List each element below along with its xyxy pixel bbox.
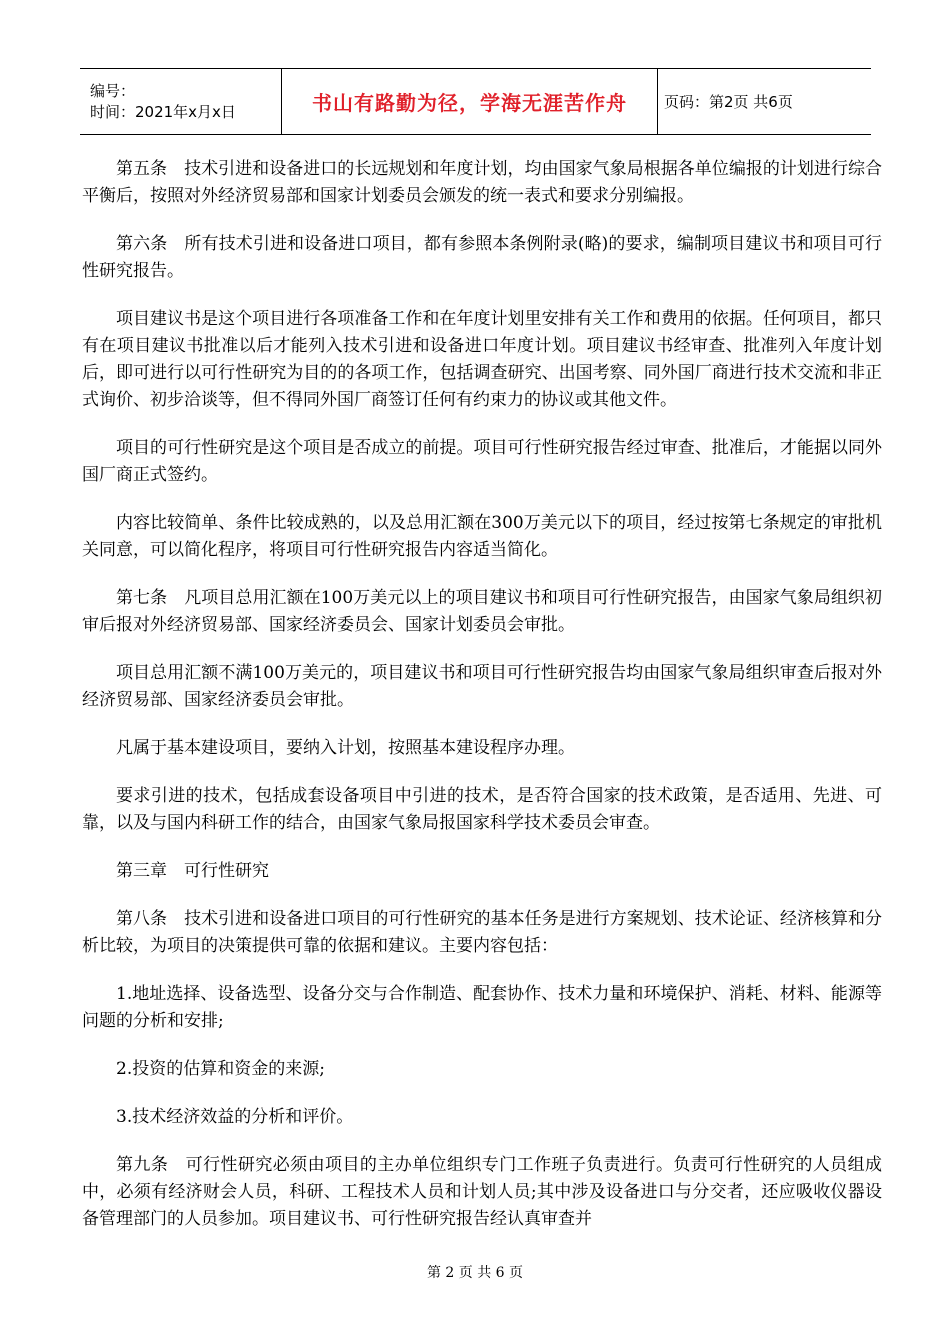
header-page-number: 页码：第2页 共6页: [664, 93, 793, 111]
paragraph: 第九条 可行性研究必须由项目的主办单位组织专门工作班子负责进行。负责可行性研究的人员组成中，必须有经济财会人员，科研、工程技术人员和计划人员;其中涉及设备进口与分交者，还应吸收仪器设备管理部门的人员参加。项目建议书、可行性研究报告经认真审查并: [82, 1155, 882, 1229]
paragraph: 项目的可行性研究是这个项目是否成立的前提。项目可行性研究报告经过审查、批准后，才能据以同外国厂商正式签约。: [82, 438, 882, 485]
list-item: 2.投资的估算和资金的来源;: [116, 1059, 325, 1079]
paragraph: 项目总用汇额不满100万美元的，项目建议书和项目可行性研究报告均由国家气象局组织审查后报对外经济贸易部、国家经济委员会审批。: [82, 663, 882, 710]
paragraph: 第八条 技术引进和设备进口项目的可行性研究的基本任务是进行方案规划、技术论证、经济核算和分析比较，为项目的决策提供可靠的依据和建议。主要内容包括：: [82, 909, 882, 956]
chapter-heading: 第三章 可行性研究: [116, 861, 269, 881]
paragraph: 要求引进的技术，包括成套设备项目中引进的技术，是否符合国家的技术政策，是否适用、先进、可靠，以及与国内科研工作的结合，由国家气象局报国家科学技术委员会审查。: [82, 786, 882, 833]
paragraph: 第六条 所有技术引进和设备进口项目，都有参照本条例附录(略)的要求，编制项目建议书和项目可行性研究报告。: [82, 234, 882, 281]
document-body: [82, 156, 882, 1254]
paragraph: 第七条 凡项目总用汇额在100万美元以上的项目建议书和项目可行性研究报告，由国家气象局组织初审后报对外经济贸易部、国家经济委员会、国家计划委员会审批。: [82, 588, 882, 635]
document-number-label: 编号：: [90, 81, 136, 100]
header-motto-cell: [282, 69, 658, 134]
list-item: 1.地址选择、设备选型、设备分交与合作制造、配套协作、技术力量和环境保护、消耗、材料、能源等问题的分析和安排;: [82, 984, 882, 1031]
header-motto: 书山有路勤为径，学海无涯苦作舟: [312, 91, 627, 115]
paragraph: 凡属于基本建设项目，要纳入计划，按照基本建设程序办理。: [116, 738, 575, 758]
paragraph: 项目建议书是这个项目进行各项准备工作和在年度计划里安排有关工作和费用的依据。任何项目，都只有在项目建议书批准以后才能列入技术引进和设备进口年度计划。项目建议书经审查、批准列入年度计划后，即可进行以可行性研究为目的的各项工作，包括调查研究、出国考察、同外国厂商进行技术交流和非正式询价、初步洽谈等，但不得同外国厂商签订任何有约束力的协议或其他文件。: [82, 309, 882, 410]
paragraph: 内容比较简单、条件比较成熟的，以及总用汇额在300万美元以下的项目，经过按第七条规定的审批机关同意，可以简化程序，将项目可行性研究报告内容适当简化。: [82, 513, 882, 560]
header-page-cell: [658, 69, 871, 134]
list-item: 3.技术经济效益的分析和评价。: [116, 1107, 354, 1127]
page-footer: 第 2 页 共 6 页: [426, 1265, 524, 1281]
header-meta: [80, 69, 282, 134]
paragraph: 第五条 技术引进和设备进口的长远规划和年度计划，均由国家气象局根据各单位编报的计划进行综合平衡后，按照对外经济贸易部和国家计划委员会颁发的统一表式和要求分别编报。: [82, 159, 882, 206]
document-time-label: 时间：2021年x月x日: [90, 102, 236, 121]
document-header: [80, 68, 871, 135]
